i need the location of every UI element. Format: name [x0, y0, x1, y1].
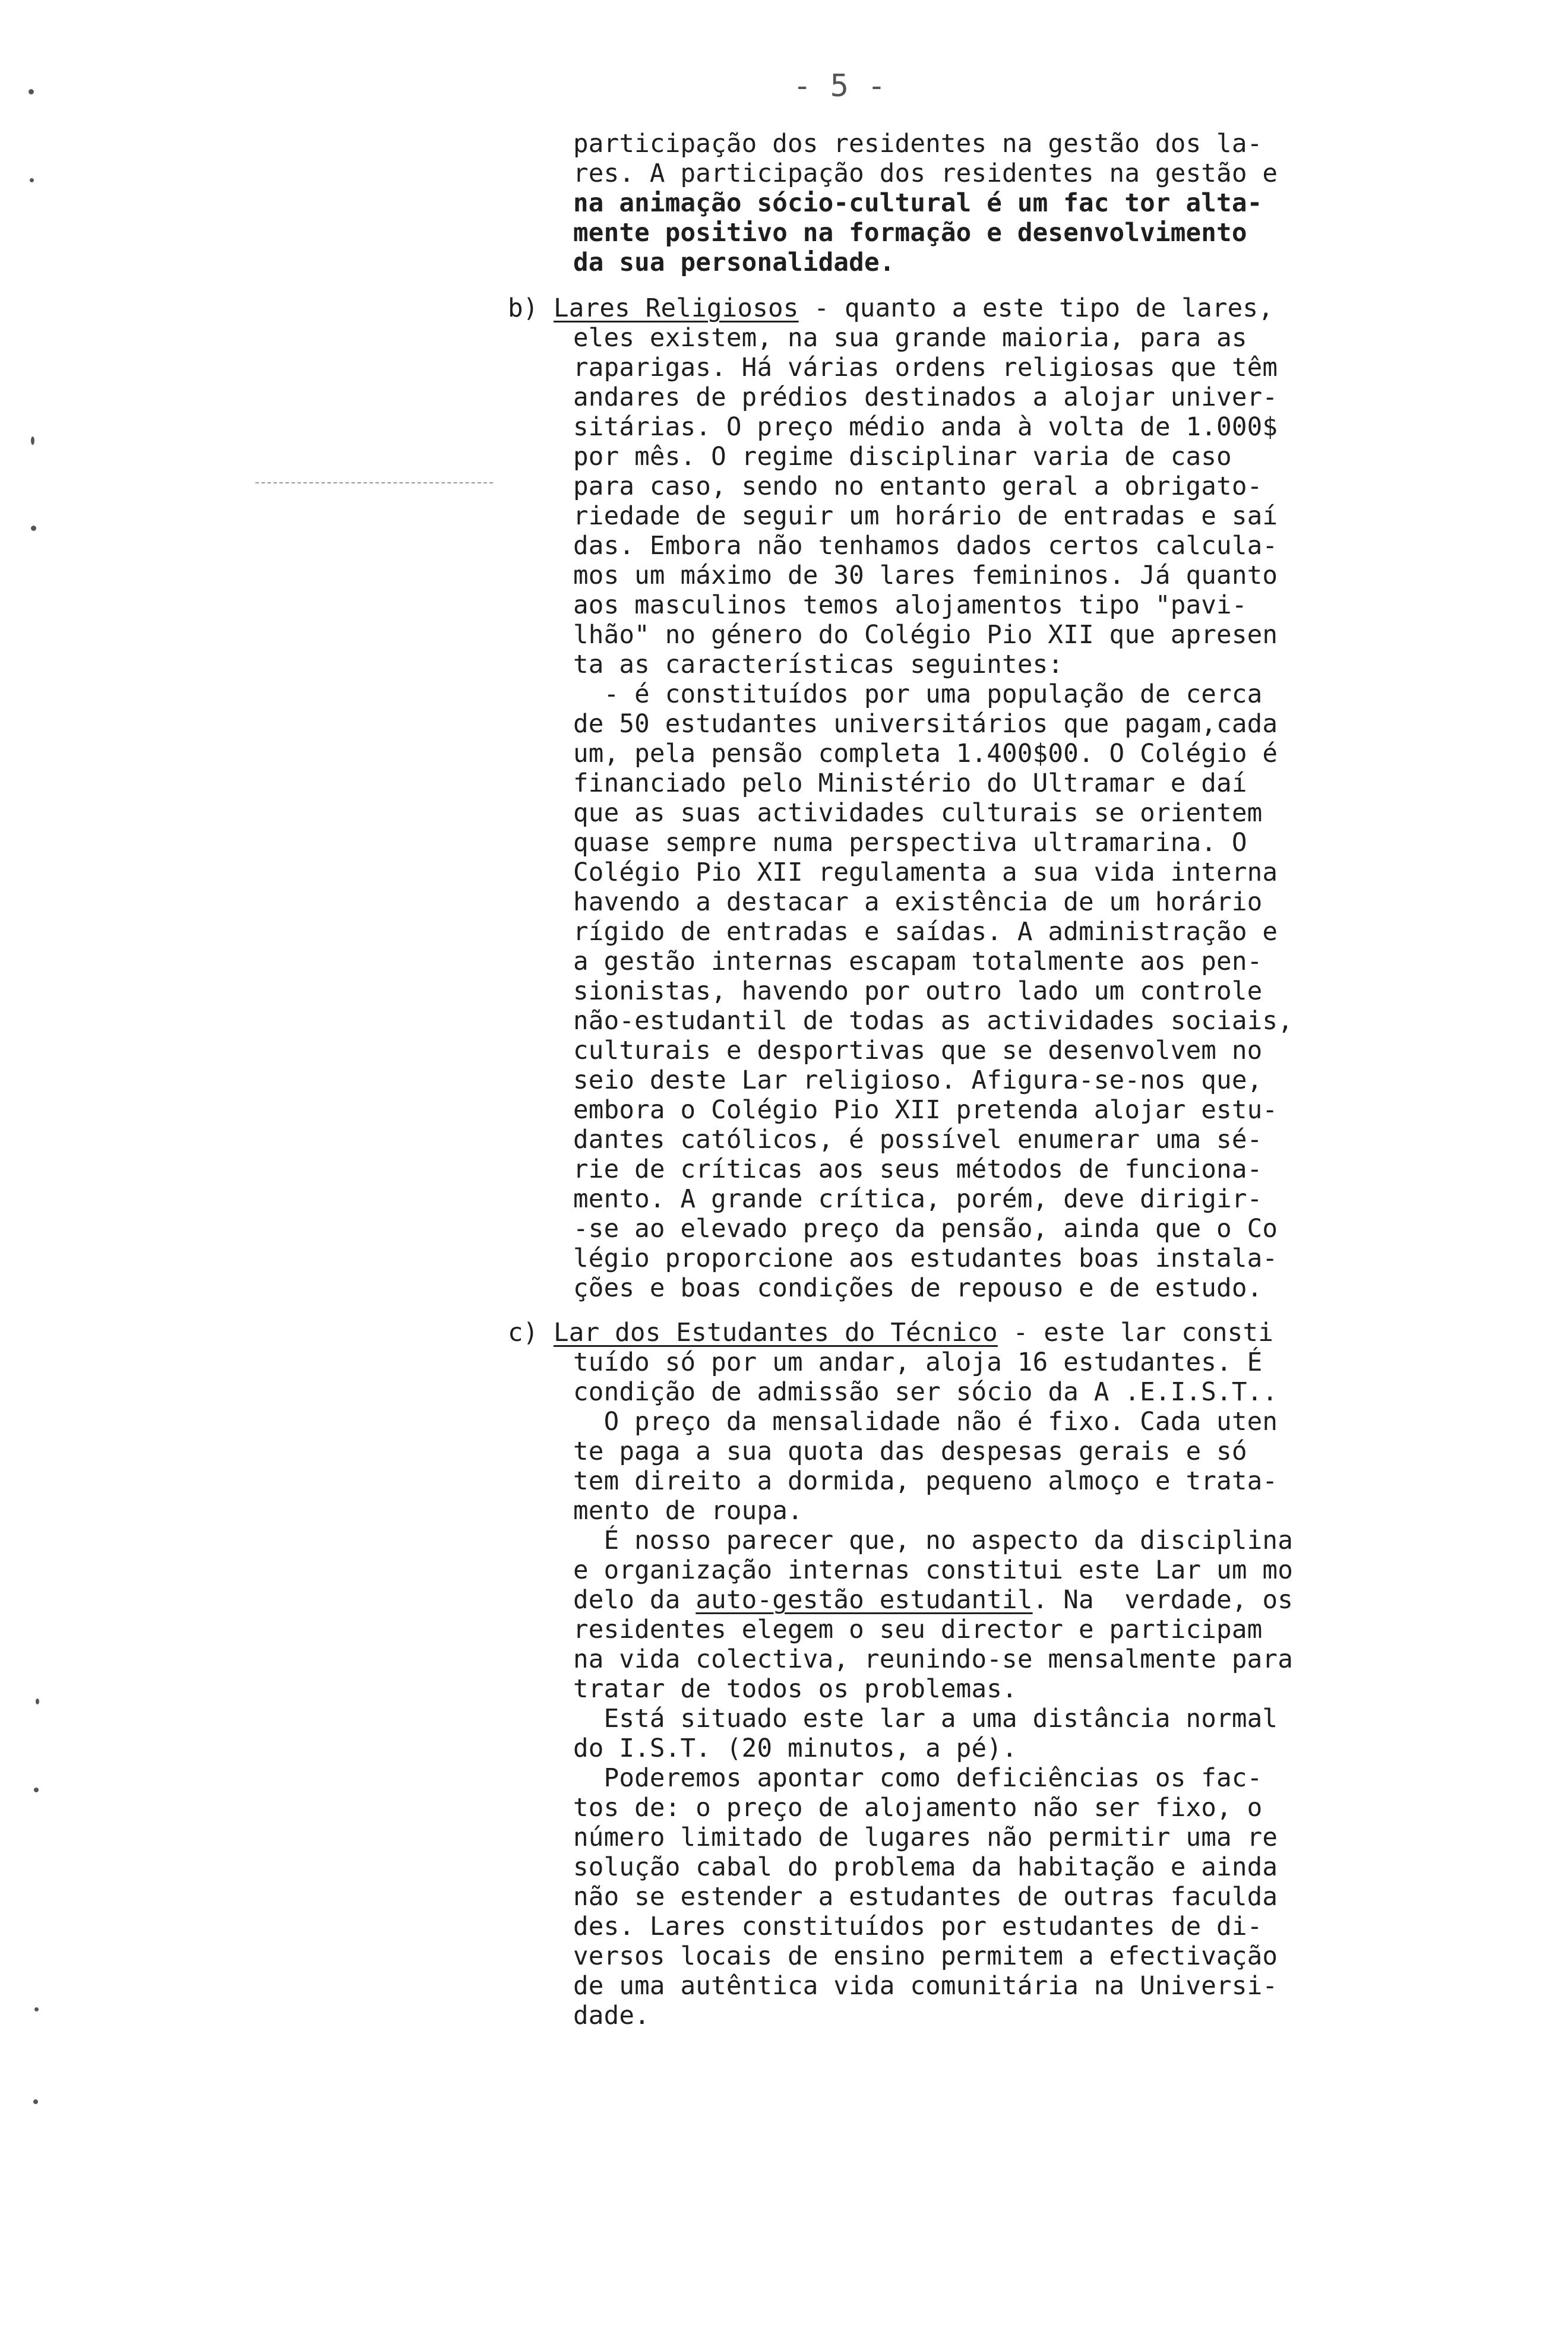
text-line: ções e boas condições de repouso e de estudo. — [573, 1274, 1263, 1303]
text-line: mento de roupa. — [573, 1497, 803, 1526]
text-line: número limitado de lugares não permitir uma re — [573, 1823, 1278, 1852]
text-line: andares de prédios destinados a alojar univer- — [573, 383, 1278, 412]
text-line: sionistas, havendo por outro lado um controle — [573, 977, 1263, 1006]
text-line: mento. A grande crítica, porém, deve dirigir- — [573, 1185, 1263, 1214]
text-line: financiado pelo Ministério do Ultramar e daí — [573, 769, 1247, 798]
text-line: dade. — [573, 2001, 650, 2030]
margin-speck — [34, 2007, 39, 2011]
text-line: de uma autêntica vida comunitária na Universi- — [573, 1972, 1278, 2001]
text-segment: . Na verdade, os — [1032, 1586, 1294, 1615]
text-line: embora o Colégio Pio XII pretenda alojar estu- — [573, 1096, 1278, 1125]
margin-speck — [31, 436, 34, 445]
text-line: para caso, sendo no entanto geral a obrigato- — [573, 472, 1263, 501]
text-line: quase sempre numa perspectiva ultramarina. O — [573, 828, 1247, 858]
text-line: não-estudantil de todas as actividades sociais, — [573, 1007, 1293, 1036]
text-line: É nosso parecer que, no aspecto da disciplina — [573, 1526, 1293, 1555]
text-line: que as suas actividades culturais se orientem — [573, 799, 1263, 828]
margin-speck — [31, 526, 36, 531]
text-line: havendo a destacar a existência de um horário — [573, 888, 1263, 917]
text-line: mente positivo na formação e desenvolvimento — [573, 219, 1247, 248]
text-line: culturais e desportivas que se desenvolvem no — [573, 1036, 1263, 1065]
underlined-term: auto-gestão estudantil — [696, 1586, 1033, 1615]
text-line: do I.S.T. (20 minutos, a pé). — [573, 1734, 1017, 1763]
text-line: dantes católicos, é possível enumerar uma sé- — [573, 1125, 1263, 1154]
page-number: - 5 - — [793, 68, 886, 104]
margin-speck — [33, 2099, 38, 2104]
text-line: a gestão internas escapam totalmente aos pen- — [573, 947, 1263, 976]
text-line: tos de: o preço de alojamento não ser fixo, o — [573, 1794, 1263, 1823]
text-line: lhão" no género do Colégio Pio XII que apresen — [573, 621, 1278, 650]
text-segment: delo da — [573, 1586, 696, 1615]
scan-line-mark — [255, 482, 493, 485]
text-line: tuído só por um andar, aloja 16 estudantes. É — [573, 1348, 1263, 1377]
text-line: légio proporcione aos estudantes boas instala- — [573, 1244, 1278, 1273]
text-line: te paga a sua quota das despesas gerais e só — [573, 1437, 1247, 1466]
text-line: Está situado este lar a uma distância normal — [573, 1704, 1278, 1734]
heading-continuation: - quanto a este tipo de lares, — [798, 294, 1274, 323]
margin-speck — [30, 178, 34, 182]
text-line: aos masculinos temos alojamentos tipo "pavi- — [573, 591, 1247, 620]
text-line: riedade de seguir um horário de entradas e saí — [573, 502, 1278, 531]
text-line: um, pela pensão completa 1.400$00. O Colégio é — [573, 739, 1278, 768]
text-line: residentes elegem o seu director e participam — [573, 1615, 1263, 1644]
section-heading — [554, 294, 1273, 324]
text-line: - é constituídos por uma população de cerca — [573, 680, 1263, 709]
text-line: da sua personalidade. — [573, 248, 895, 277]
text-line: Colégio Pio XII regulamenta a sua vida interna — [573, 858, 1278, 887]
section-label: c) — [508, 1318, 539, 1348]
heading-continuation: - este lar consti — [997, 1318, 1273, 1348]
text-line: rígido de entradas e saídas. A administração e — [573, 918, 1278, 947]
text-line: das. Embora não tenhamos dados certos calcula- — [573, 532, 1278, 561]
margin-speck — [29, 89, 34, 94]
section-title: Lares Religiosos — [554, 294, 799, 323]
text-line: res. A participação dos residentes na gestão e — [573, 159, 1278, 188]
text-line: eles existem, na sua grande maioria, para as — [573, 324, 1247, 353]
text-line: seio deste Lar religioso. Afigura-se-nos que, — [573, 1066, 1263, 1095]
text-line: tem direito a dormida, pequeno almoço e trata- — [573, 1467, 1278, 1496]
margin-speck — [34, 1788, 39, 1792]
text-line: na vida colectiva, reunindo-se mensalmente para — [573, 1645, 1293, 1674]
text-line: O preço da mensalidade não é fixo. Cada uten — [573, 1407, 1278, 1437]
text-line: na animação sócio-cultural é um fac tor alta- — [573, 189, 1263, 218]
text-line: Poderemos apontar como deficiências os fac- — [573, 1764, 1263, 1793]
section-label: b) — [508, 294, 539, 323]
text-line: não se estender a estudantes de outras faculda — [573, 1883, 1278, 1912]
text-line — [573, 1586, 1293, 1615]
text-line: tratar de todos os problemas. — [573, 1675, 1017, 1704]
text-line: por mês. O regime disciplinar varia de caso — [573, 442, 1232, 472]
text-line: sitárias. O preço médio anda à volta de 1.000$ — [573, 413, 1278, 442]
text-line: des. Lares constituídos por estudantes de di- — [573, 1912, 1263, 1941]
text-line: solução cabal do problema da habitação e ainda — [573, 1853, 1278, 1882]
section-heading — [554, 1318, 1273, 1348]
text-line: rie de críticas aos seus métodos de funciona- — [573, 1155, 1263, 1184]
text-line: -se ao elevado preço da pensão, ainda que o Co — [573, 1214, 1278, 1244]
text-line: mos um máximo de 30 lares femininos. Já quanto — [573, 561, 1278, 590]
text-line: condição de admissão ser sócio da A .E.I.S.T.. — [573, 1378, 1278, 1407]
text-line: raparigas. Há várias ordens religiosas que têm — [573, 353, 1278, 382]
text-line: participação dos residentes na gestão dos la- — [573, 129, 1263, 159]
margin-speck — [36, 1698, 39, 1704]
text-line: versos locais de ensino permitem a efectivação — [573, 1942, 1278, 1971]
text-line: de 50 estudantes universitários que pagam,cada — [573, 710, 1278, 739]
text-line: ta as características seguintes: — [573, 650, 1064, 679]
text-line: e organização internas constitui este Lar um mo — [573, 1556, 1293, 1585]
section-title: Lar dos Estudantes do Técnico — [554, 1318, 998, 1348]
